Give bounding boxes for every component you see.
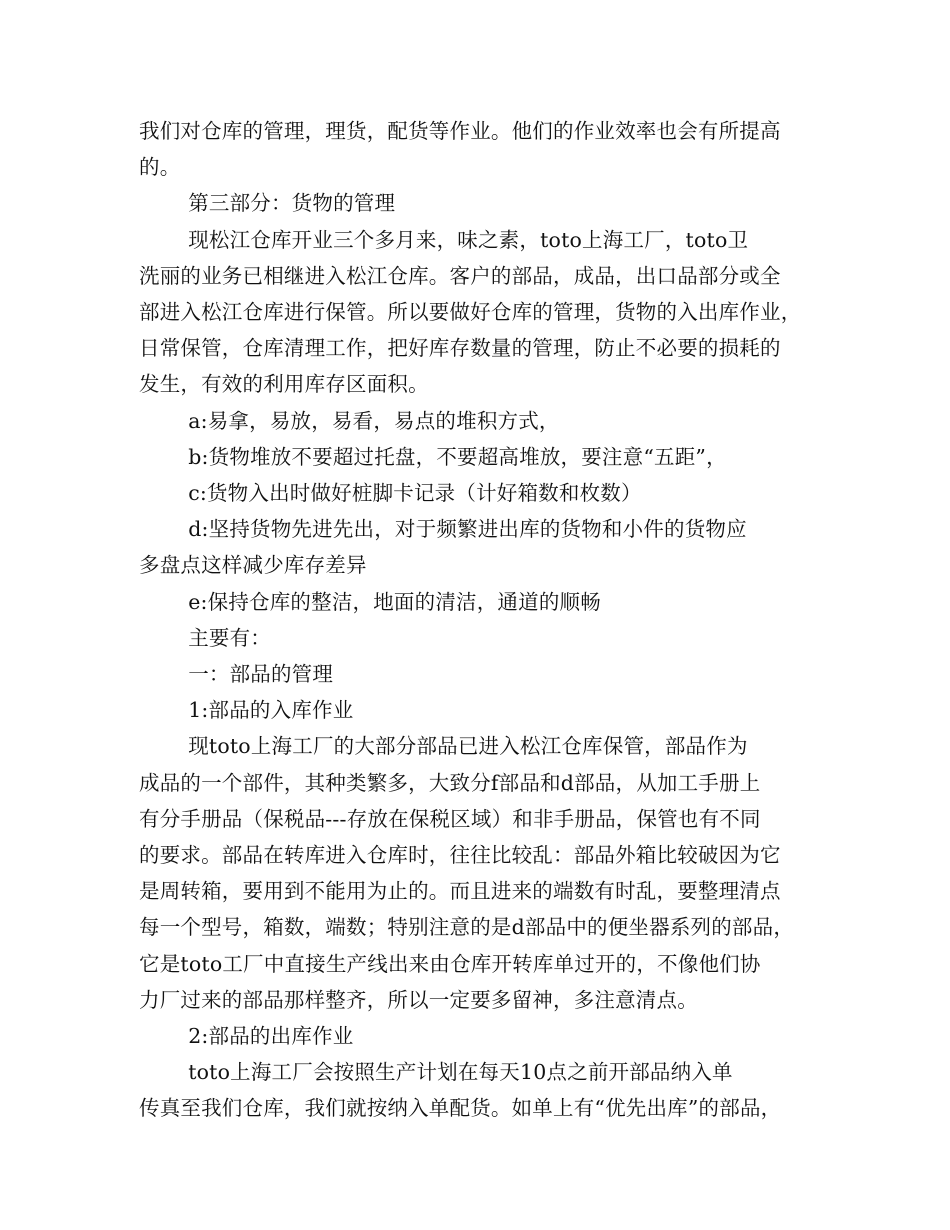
text-line: 它是toto工厂中直接生产线出来由仓库开转库单过开的，不像他们协 [139, 951, 761, 976]
paragraph [139, 113, 824, 185]
paragraph [139, 185, 824, 221]
text-line: 成品的一个部件，其种类繁多，大致分f部品和d部品，从加工手册上 [139, 770, 761, 795]
text-line: 的要求。部品在转库进入仓库时，往往比较乱：部品外箱比较破因为它 [139, 843, 781, 868]
text-line: 每一个型号，箱数，端数；特别注意的是d部品中的便坐器系列的部品， [139, 915, 795, 940]
text-line: 2:部品的出库作业 [188, 1024, 354, 1049]
document-body [139, 113, 824, 1127]
text-line: 力厂过来的部品那样整齐，所以一定要多留神，多注意清点。 [139, 987, 698, 1012]
paragraph [139, 475, 824, 511]
text-line: e:保持仓库的整洁，地面的清洁，通道的顺畅 [188, 589, 601, 614]
text-line: 一：部品的管理 [188, 662, 334, 687]
text-line: 1:部品的入库作业 [188, 698, 354, 723]
text-line: 我们对仓库的管理，理货，配货等作业。他们的作业效率也会有所提高 [139, 119, 781, 143]
text-line: 的。 [139, 155, 181, 180]
text-line: 洗丽的业务已相继进入松江仓库。客户的部品，成品，出口品部分或全 [139, 263, 781, 288]
text-line: c:货物入出时做好桩脚卡记录（计好箱数和枚数） [188, 481, 642, 506]
text-line: 部进入松江仓库进行保管。所以要做好仓库的管理，货物的入出库作业， [139, 300, 802, 325]
paragraph [139, 222, 824, 403]
text-line: 现松江仓库开业三个多月来，味之素，toto上海工厂，toto卫 [188, 227, 749, 252]
paragraph [139, 584, 824, 620]
text-line: 有分手册品（保税品---存放在保税区域）和非手册品，保管也有不同 [139, 806, 761, 831]
text-line: a:易拿，易放，易看，易点的堆积方式， [188, 408, 560, 433]
text-line: 现toto上海工厂的大部分部品已进入松江仓库保管，部品作为 [188, 734, 748, 759]
paragraph [139, 439, 824, 475]
text-line: 是周转箱，要用到不能用为止的。而且进来的端数有时乱，要整理清点 [139, 879, 781, 904]
paragraph [139, 1054, 824, 1126]
paragraph [139, 403, 824, 439]
text-line: 发生，有效的利用库存区面积。 [139, 372, 429, 397]
text-line: 第三部分：货物的管理 [188, 191, 396, 216]
text-line: 主要有： [188, 625, 271, 650]
paragraph [139, 656, 824, 692]
text-line: toto上海工厂会按照生产计划在每天10点之前开部品纳入单 [188, 1060, 733, 1085]
text-line: b:货物堆放不要超过托盘，不要超高堆放，要注意“五距”， [188, 444, 727, 469]
text-line: 传真至我们仓库，我们就按纳入单配货。如单上有“优先出库”的部品， [139, 1096, 782, 1121]
text-line: d:坚持货物先进先出，对于频繁进出库的货物和小件的货物应 [188, 517, 747, 542]
text-line: 多盘点这样减少库存差异 [139, 553, 367, 578]
paragraph [139, 1018, 824, 1054]
paragraph [139, 692, 824, 728]
paragraph [139, 728, 824, 1018]
text-line: 日常保管，仓库清理工作，把好库存数量的管理，防止不必要的损耗的 [139, 336, 781, 361]
paragraph [139, 511, 824, 583]
paragraph [139, 620, 824, 656]
